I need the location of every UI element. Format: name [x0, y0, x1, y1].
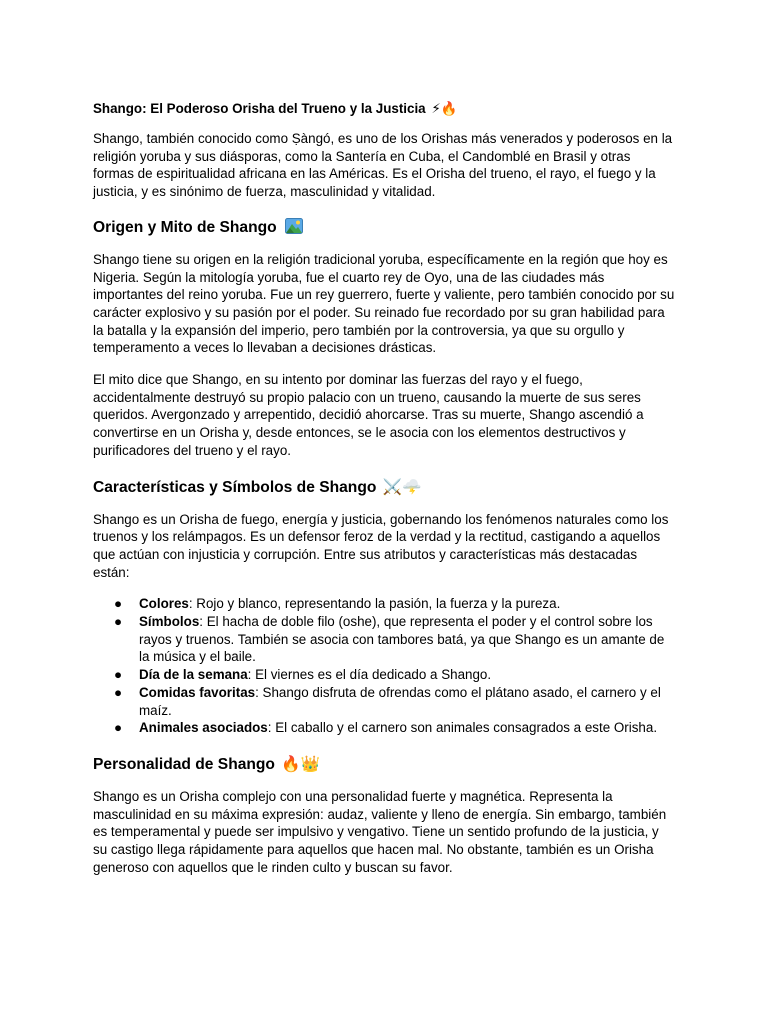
list-item-text: : El caballo y el carnero son animales consagrados a este Orisha.: [267, 720, 658, 736]
list-item-term: Símbolos: [139, 614, 200, 630]
attributes-list: [93, 595, 675, 737]
list-item-term: Animales asociados: [139, 720, 268, 736]
bullet-icon: ●: [114, 614, 123, 630]
swords-storm-emoji-icon: ⚔️🌩️: [382, 477, 422, 496]
list-item-term: Comidas favoritas: [139, 684, 256, 700]
list-item-term: Colores: [139, 596, 189, 612]
document-title: [93, 98, 675, 121]
section-heading-origen-text: Origen y Mito de Shango: [93, 218, 277, 236]
list-item: [93, 684, 675, 719]
document-title-text: Shango: El Poderoso Orisha del Trueno y la Justicia: [93, 101, 426, 116]
list-item-text: : Rojo y blanco, representando la pasión, la fuerza y la pureza.: [188, 596, 561, 612]
list-item: [93, 595, 675, 613]
list-item: [93, 613, 675, 666]
bullet-icon: ●: [114, 684, 123, 700]
landscape-photo-icon: [285, 218, 303, 234]
list-item-text: : El viernes es el día dedicado a Shango.: [247, 667, 492, 683]
list-item-term: Día de la semana: [139, 667, 248, 683]
bullet-icon: ●: [114, 596, 123, 612]
fire-crown-emoji-icon: 🔥👑: [281, 754, 321, 773]
personalidad-paragraph: Shango es un Orisha complejo con una personalidad fuerte y magnética. Representa la masculinidad en su máxima expresión: audaz, valiente y lleno de energía. Sin embargo, también es temperamental y puede ser impulsivo y vengativo. Tiene un sentido profundo de la justicia, y su castigo llega rápidamente para aquellos que hacen mal. No obstante, también es un Orisha generoso con aquellos que le rinden culto y buscan su favor.: [93, 788, 667, 875]
section-heading-caracteristicas: [93, 474, 675, 501]
origen-paragraph-1: Shango tiene su origen en la religión tradicional yoruba, específicamente en la región que hoy es Nigeria. Según la mitología yoruba, fue el cuarto rey de Oyo, una de las ciudades más importantes del reino yoruba. Fue un rey guerrero, fuerte y valiente, pero también conocido por su carácter explosivo y su pasión por el poder. Su reinado fue recordado por su gran habilidad para la batalla y la expansión del imperio, pero también por la controversia, ya que su orgullo y temperamento a veces lo llevaban a decisiones drásticas.: [93, 251, 675, 356]
list-item-text: : Shango disfruta de ofrendas como el plátano asado, el carnero y el maíz.: [139, 684, 661, 718]
bullet-icon: ●: [114, 667, 123, 683]
document-page: [93, 98, 675, 891]
list-item-text: : El hacha de doble filo (oshe), que representa el poder y el control sobre los rayos y truenos. También se asocia con tambores batá, ya que Shango es un amante de la música y el baile.: [139, 614, 665, 665]
list-item: [93, 666, 675, 684]
list-item: [93, 719, 675, 737]
bullet-icon: ●: [114, 720, 123, 736]
section-heading-personalidad-text: Personalidad de Shango: [93, 755, 275, 773]
section-heading-personalidad: [93, 751, 675, 778]
caracteristicas-paragraph: Shango es un Orisha de fuego, energía y justicia, gobernando los fenómenos naturales como los truenos y los relámpagos. Es un defensor feroz de la verdad y la rectitud, castigando a aquellos que actúan con injusticia y corrupción. Entre sus atributos y características más destacadas están:: [93, 511, 669, 580]
section-heading-origen: [93, 215, 675, 241]
origen-paragraph-2: El mito dice que Shango, en su intento por dominar las fuerzas del rayo y el fuego, accidentalmente destruyó su propio palacio con un trueno, causando la muerte de sus seres queridos. Avergonzado y arrepentido, decidió ahorcarse. Tras su muerte, Shango ascendió a convertirse en un Orisha y, desde entonces, se le asocia con los elementos destructivos y purificadores del trueno y el rayo.: [93, 372, 644, 458]
section-heading-caracteristicas-text: Características y Símbolos de Shango: [93, 478, 377, 496]
lightning-fire-emoji-icon: ⚡🔥: [431, 102, 458, 117]
intro-paragraph: Shango, también conocido como Ṣàngó, es uno de los Orishas más venerados y poderosos en la religión yoruba y sus diásporas, como la Santería en Cuba, el Candomblé en Brasil y otras formas de espiritualidad africana en las Américas. Es el Orisha del trueno, el rayo, el fuego y la justicia, y es sinónimo de fuerza, masculinidad y vitalidad.: [93, 131, 673, 200]
